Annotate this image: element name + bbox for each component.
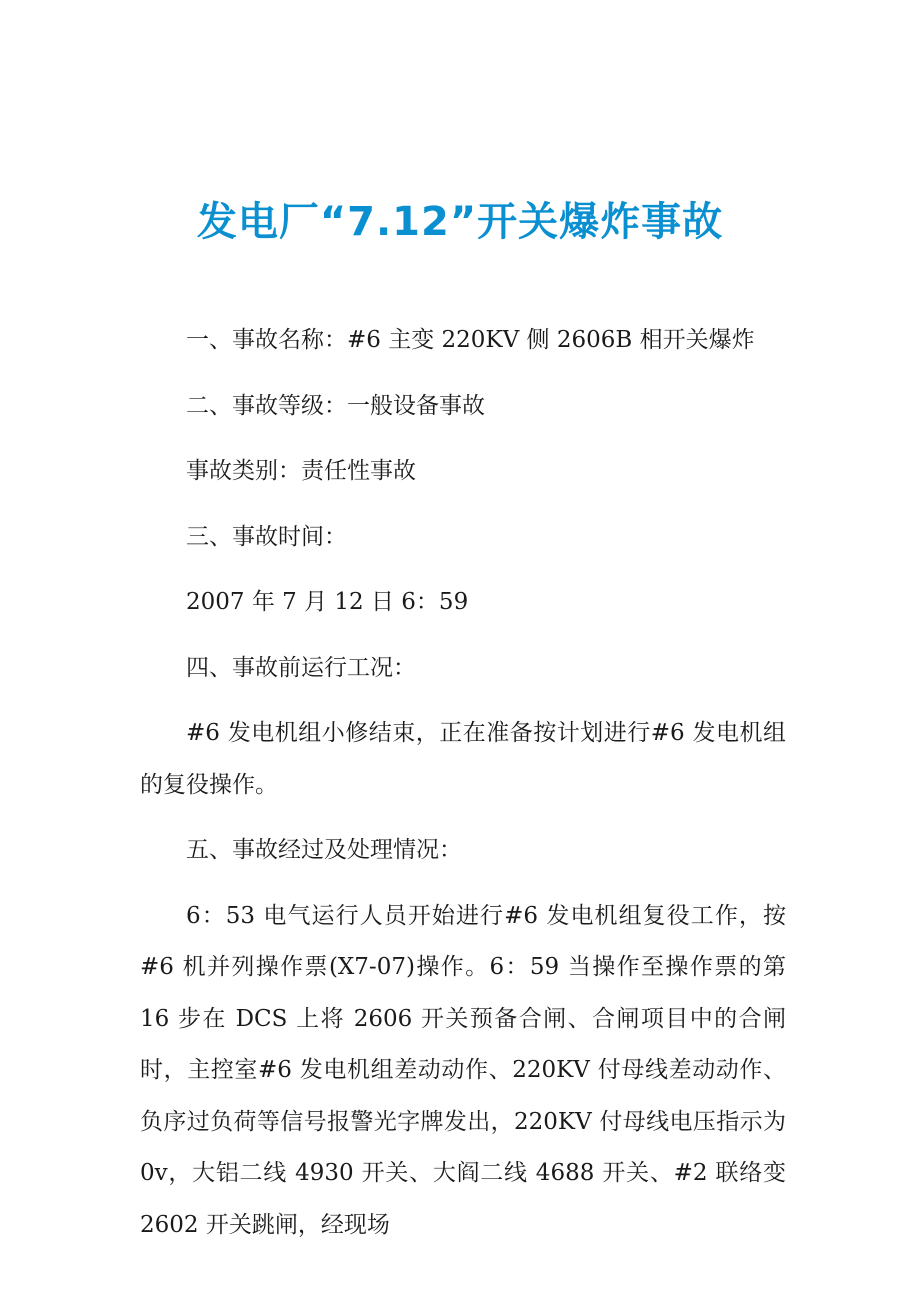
paragraph-accident-category: 事故类别：责任性事故	[186, 458, 416, 484]
paragraph-pre-conditions-heading: 四、事故前运行工况：	[186, 654, 416, 681]
document-body	[140, 315, 786, 1265]
paragraph-accident-level: 二、事故等级：一般设备事故	[186, 392, 485, 419]
paragraph-pre-conditions: #6 发电机组小修结束，正在准备按计划进行#6 发电机组的复役操作。	[140, 720, 786, 798]
document-title: 发电厂“7.12”开关爆炸事故	[196, 199, 724, 245]
paragraph-accident-time: 2007 年 7 月 12 日 6：59	[186, 589, 469, 615]
paragraph-accident-time-heading: 三、事故时间：	[186, 523, 347, 550]
paragraph-process-detail: 6：53 电气运行人员开始进行#6 发电机组复役工作，按#6 机并列操作票(X7-07)操作。6：59 当操作至操作票的第 16 步在 DCS 上将 2606 开关预备合闸、合闸项目中的合闸时，主控室#6 发电机组差动动作、220KV 付母线差动动作、负序过负荷等信号报警光字牌发出，220KV 付母线电压指示为 0v，大铝二线 4930 开关、大阎二线 4688 开关、#2 联络变 2602 开关跳闸，经现场	[140, 902, 786, 1238]
paragraph-accident-name: 一、事故名称：#6 主变 220KV 侧 2606B 相开关爆炸	[186, 327, 755, 353]
paragraph-process-heading: 五、事故经过及处理情况：	[186, 837, 462, 863]
